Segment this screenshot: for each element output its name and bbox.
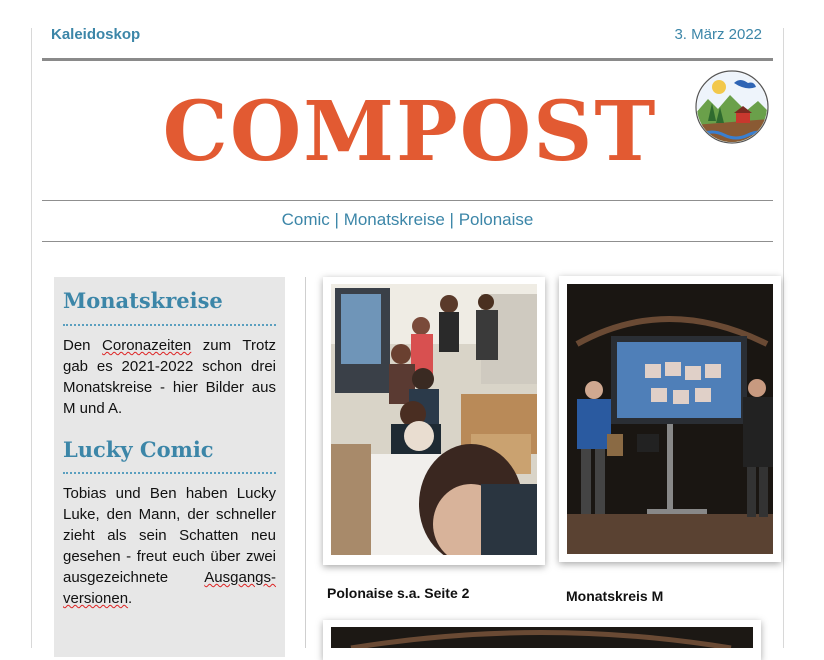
sidebar-text-lucky-comic <box>63 483 276 609</box>
sidebar-divider <box>63 324 276 326</box>
text-part: . <box>128 590 133 607</box>
sidebar-heading-lucky-comic: Lucky Comic <box>63 437 214 462</box>
nav-separator: | <box>449 210 454 229</box>
nav-item-monatskreise[interactable]: Monatskreise <box>343 210 445 229</box>
text-part: zum Trotz gab es 2021-2022 schon drei Monatskreise - hier Bilder aus M und A. <box>63 337 277 417</box>
photo-polonaise[interactable] <box>331 284 537 555</box>
text-part: Tobias und Ben haben Lucky Luke, den Mann, der schneller zieht als sein Schatten neu gesehen - freut euch über zwei ausgezeichnete <box>63 485 276 586</box>
text-part: Den <box>63 337 103 354</box>
column-divider <box>305 277 306 648</box>
photo-third[interactable] <box>331 627 753 648</box>
school-logo-icon <box>694 69 770 145</box>
page-edge-left <box>31 28 32 648</box>
photo-caption-polonaise: Polonaise s.a. Seite 2 <box>327 585 470 601</box>
nav-separator: | <box>334 210 339 229</box>
spellcheck-word: Ausgangs-versionen <box>63 569 276 607</box>
sidebar-heading-monatskreise: Monatskreise <box>63 288 223 313</box>
header-rule <box>42 58 773 61</box>
spellcheck-word: Coronazeiten <box>102 337 192 354</box>
issue-date: 3. März 2022 <box>674 26 762 43</box>
masthead-title: COMPOST <box>162 84 658 180</box>
nav-rule-top <box>42 200 773 201</box>
page-edge-right <box>783 28 784 648</box>
section-label: Kaleidoskop <box>51 26 141 43</box>
topic-nav <box>42 210 773 230</box>
nav-item-polonaise[interactable]: Polonaise <box>458 210 534 229</box>
sidebar-text-monatskreise <box>63 335 276 419</box>
nav-item-comic[interactable]: Comic <box>281 210 330 229</box>
photo-caption-monatskreis: Monatskreis M <box>566 588 664 604</box>
sidebar-divider <box>63 472 276 474</box>
nav-rule-bottom <box>42 241 773 242</box>
photo-monatskreis[interactable] <box>567 284 773 554</box>
